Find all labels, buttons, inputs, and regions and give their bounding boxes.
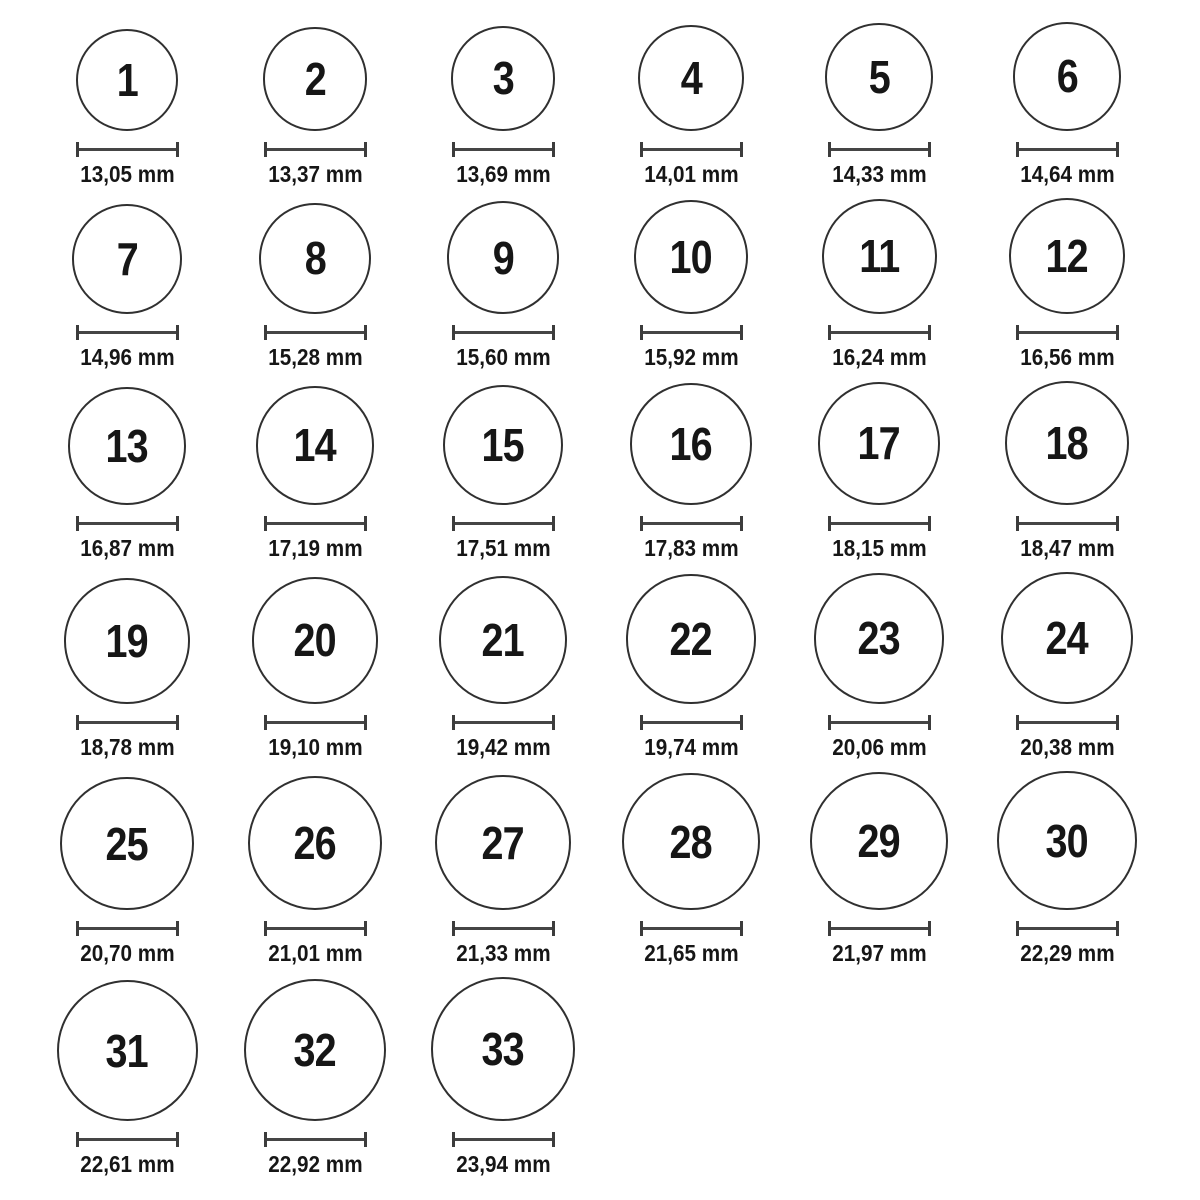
diameter-measure-line (1016, 921, 1119, 936)
diameter-label: 19,10 mm (267, 733, 363, 760)
ring-size-number: 10 (669, 230, 713, 283)
diameter-label: 16,24 mm (831, 343, 927, 370)
diameter-label: 18,78 mm (79, 733, 175, 760)
measure-bar (1019, 721, 1116, 724)
ring-size-cell (785, 772, 973, 967)
measure-tick-right (928, 325, 931, 340)
diameter-label: 13,69 mm (455, 160, 551, 187)
measure-tick-right (364, 142, 367, 157)
diameter-measure-line (640, 921, 743, 936)
measure-tick-right (1116, 142, 1119, 157)
diameter-measure-line (76, 325, 179, 340)
diameter-measure-line (76, 142, 179, 157)
diameter-label: 20,06 mm (831, 733, 927, 760)
measure-bar (79, 522, 176, 525)
measure-bar (643, 148, 740, 151)
diameter-label: 23,94 mm (455, 1151, 551, 1178)
diameter-label: 18,15 mm (831, 534, 927, 561)
diameter-measure-line (264, 1132, 367, 1147)
ring-size-cell (597, 25, 785, 188)
measure-bar (455, 927, 552, 930)
ring-size-number: 12 (1045, 229, 1089, 282)
ring-circle (451, 26, 556, 131)
measure-bar (455, 331, 552, 334)
chart-row (33, 572, 1200, 761)
measure-bar (267, 148, 364, 151)
measure-tick-right (552, 1132, 555, 1147)
ring-size-cell (597, 574, 785, 760)
ring-size-cell (973, 381, 1161, 562)
chart-row (33, 22, 1200, 188)
ring-circle (447, 201, 559, 313)
ring-circle (252, 577, 379, 704)
ring-size-number: 19 (105, 615, 149, 668)
chart-row (33, 771, 1200, 968)
measure-bar (267, 1138, 364, 1141)
diameter-label: 18,47 mm (1019, 534, 1115, 561)
measure-tick-right (176, 325, 179, 340)
ring-size-number: 21 (481, 613, 525, 666)
ring-size-cell (409, 775, 597, 968)
measure-tick-right (364, 1132, 367, 1147)
ring-size-cell (785, 573, 973, 761)
measure-bar (267, 927, 364, 930)
ring-size-cell (221, 577, 409, 761)
diameter-label: 13,37 mm (267, 160, 363, 187)
ring-size-number: 32 (293, 1023, 337, 1076)
ring-size-cell (221, 27, 409, 187)
ring-circle (68, 387, 186, 505)
diameter-measure-line (640, 325, 743, 340)
measure-tick-right (1116, 516, 1119, 531)
ring-size-cell (33, 387, 221, 562)
ring-size-number: 33 (481, 1023, 525, 1076)
measure-bar (831, 721, 928, 724)
ring-circle (72, 204, 182, 314)
measure-tick-right (364, 516, 367, 531)
measure-bar (643, 721, 740, 724)
diameter-label: 21,97 mm (831, 940, 927, 967)
diameter-measure-line (828, 142, 931, 157)
diameter-label: 14,64 mm (1019, 160, 1115, 187)
ring-size-number: 14 (293, 419, 337, 472)
ring-circle (638, 25, 744, 131)
ring-size-cell (33, 29, 221, 188)
diameter-measure-line (452, 1132, 555, 1147)
measure-tick-right (740, 142, 743, 157)
ring-size-cell (785, 382, 973, 562)
ring-size-number: 25 (105, 817, 149, 870)
ring-size-number: 9 (492, 231, 514, 284)
ring-circle (814, 573, 945, 704)
ring-circle (1009, 198, 1125, 314)
measure-tick-right (928, 516, 931, 531)
ring-circle (256, 386, 375, 505)
ring-size-cell (409, 26, 597, 188)
diameter-measure-line (264, 516, 367, 531)
ring-size-cell (221, 203, 409, 371)
ring-size-number: 29 (857, 815, 901, 868)
ring-circle (76, 29, 178, 131)
ring-size-number: 6 (1056, 50, 1078, 103)
ring-size-number: 23 (857, 612, 901, 665)
diameter-label: 14,33 mm (831, 160, 927, 187)
diameter-measure-line (640, 142, 743, 157)
ring-size-cell (221, 386, 409, 562)
chart-row (33, 198, 1200, 371)
ring-size-cell (409, 385, 597, 562)
ring-circle (439, 576, 567, 704)
diameter-label: 19,42 mm (455, 733, 551, 760)
ring-size-cell (973, 198, 1161, 371)
measure-tick-right (364, 325, 367, 340)
measure-tick-right (740, 325, 743, 340)
measure-tick-right (176, 1132, 179, 1147)
measure-tick-right (740, 921, 743, 936)
diameter-label: 15,92 mm (643, 343, 739, 370)
measure-bar (643, 522, 740, 525)
ring-size-cell (33, 578, 221, 760)
ring-circle (248, 776, 383, 911)
diameter-label: 15,28 mm (267, 343, 363, 370)
ring-circle (244, 979, 386, 1121)
measure-bar (831, 522, 928, 525)
measure-bar (643, 927, 740, 930)
ring-size-number: 24 (1045, 611, 1089, 664)
measure-bar (831, 148, 928, 151)
diameter-label: 17,83 mm (643, 534, 739, 561)
diameter-measure-line (76, 921, 179, 936)
diameter-measure-line (828, 715, 931, 730)
ring-circle (435, 775, 571, 911)
diameter-label: 13,05 mm (79, 160, 175, 187)
measure-tick-right (1116, 325, 1119, 340)
ring-size-number: 18 (1045, 416, 1089, 469)
diameter-label: 21,33 mm (455, 940, 551, 967)
diameter-label: 22,29 mm (1019, 940, 1115, 967)
ring-size-number: 26 (293, 817, 337, 870)
measure-tick-right (928, 921, 931, 936)
diameter-label: 16,87 mm (79, 534, 175, 561)
diameter-measure-line (264, 921, 367, 936)
ring-circle (443, 385, 563, 505)
measure-tick-right (1116, 715, 1119, 730)
measure-bar (79, 927, 176, 930)
measure-bar (455, 148, 552, 151)
measure-tick-right (740, 516, 743, 531)
measure-tick-right (552, 715, 555, 730)
ring-size-number: 2 (304, 52, 326, 105)
measure-tick-right (364, 715, 367, 730)
measure-tick-right (364, 921, 367, 936)
measure-bar (831, 331, 928, 334)
measure-tick-right (928, 715, 931, 730)
measure-tick-right (176, 516, 179, 531)
ring-circle (810, 772, 948, 910)
diameter-measure-line (1016, 142, 1119, 157)
ring-size-number: 20 (293, 614, 337, 667)
ring-size-cell (221, 776, 409, 968)
ring-size-number: 15 (481, 418, 525, 471)
diameter-measure-line (640, 516, 743, 531)
diameter-label: 21,01 mm (267, 940, 363, 967)
ring-size-cell (973, 22, 1161, 188)
diameter-measure-line (264, 715, 367, 730)
diameter-measure-line (1016, 516, 1119, 531)
diameter-label: 21,65 mm (643, 940, 739, 967)
ring-circle (64, 578, 189, 703)
diameter-label: 20,38 mm (1019, 733, 1115, 760)
ring-circle (630, 383, 752, 505)
measure-bar (79, 331, 176, 334)
ring-circle (626, 574, 755, 703)
ring-circle (822, 199, 937, 314)
ring-size-number: 5 (868, 50, 890, 103)
measure-bar (455, 1138, 552, 1141)
ring-size-cell (409, 576, 597, 761)
measure-tick-right (552, 325, 555, 340)
ring-size-cell (33, 204, 221, 371)
measure-bar (455, 721, 552, 724)
ring-size-cell (409, 201, 597, 370)
measure-bar (79, 1138, 176, 1141)
diameter-label: 14,01 mm (643, 160, 739, 187)
measure-bar (1019, 522, 1116, 525)
diameter-measure-line (828, 325, 931, 340)
chart-row (33, 977, 1200, 1178)
ring-circle (997, 771, 1137, 911)
measure-tick-right (928, 142, 931, 157)
ring-circle (1013, 22, 1122, 131)
ring-size-number: 16 (669, 418, 713, 471)
chart-row (33, 381, 1200, 562)
ring-size-cell (973, 771, 1161, 968)
measure-tick-right (176, 921, 179, 936)
diameter-measure-line (76, 715, 179, 730)
ring-size-number: 13 (105, 420, 149, 473)
diameter-measure-line (828, 516, 931, 531)
measure-bar (1019, 148, 1116, 151)
ring-size-cell (33, 777, 221, 967)
ring-circle (825, 23, 932, 130)
ring-size-number: 28 (669, 815, 713, 868)
measure-bar (455, 522, 552, 525)
diameter-label: 20,70 mm (79, 940, 175, 967)
diameter-label: 17,51 mm (455, 534, 551, 561)
diameter-measure-line (264, 142, 367, 157)
measure-bar (1019, 331, 1116, 334)
ring-size-number: 31 (105, 1024, 149, 1077)
ring-size-number: 17 (857, 417, 901, 470)
ring-size-number: 4 (680, 51, 702, 104)
ring-circle (1005, 381, 1129, 505)
diameter-measure-line (264, 325, 367, 340)
measure-tick-right (552, 142, 555, 157)
measure-tick-right (1116, 921, 1119, 936)
ring-circle (259, 203, 370, 314)
ring-circle (60, 777, 193, 910)
ring-size-cell (597, 383, 785, 562)
measure-bar (643, 331, 740, 334)
ring-circle (634, 200, 748, 314)
ring-size-number: 30 (1045, 814, 1089, 867)
ring-circle (57, 980, 198, 1121)
ring-size-cell (409, 977, 597, 1178)
ring-size-cell (597, 200, 785, 371)
ring-size-cell (33, 980, 221, 1178)
ring-size-number: 27 (481, 816, 525, 869)
measure-tick-right (552, 516, 555, 531)
measure-tick-right (176, 715, 179, 730)
ring-size-cell (785, 23, 973, 187)
diameter-label: 16,56 mm (1019, 343, 1115, 370)
ring-size-number: 11 (858, 230, 900, 283)
diameter-measure-line (452, 325, 555, 340)
diameter-measure-line (640, 715, 743, 730)
ring-size-cell (973, 572, 1161, 761)
ring-size-number: 7 (116, 232, 138, 285)
measure-tick-right (552, 921, 555, 936)
ring-size-cell (785, 199, 973, 371)
diameter-measure-line (828, 921, 931, 936)
diameter-measure-line (76, 516, 179, 531)
measure-bar (79, 148, 176, 151)
ring-circle (263, 27, 366, 130)
diameter-measure-line (452, 142, 555, 157)
diameter-measure-line (76, 1132, 179, 1147)
ring-size-cell (597, 773, 785, 967)
ring-circle (1001, 572, 1133, 704)
diameter-label: 14,96 mm (79, 343, 175, 370)
diameter-label: 15,60 mm (455, 343, 551, 370)
ring-size-number: 1 (116, 53, 138, 106)
measure-bar (267, 721, 364, 724)
diameter-measure-line (452, 921, 555, 936)
diameter-measure-line (1016, 325, 1119, 340)
ring-size-number: 8 (304, 232, 326, 285)
measure-bar (1019, 927, 1116, 930)
ring-size-cell (221, 979, 409, 1178)
ring-circle (818, 382, 941, 505)
ring-circle (622, 773, 759, 910)
diameter-label: 22,61 mm (79, 1151, 175, 1178)
measure-tick-right (740, 715, 743, 730)
ring-size-number: 3 (492, 52, 514, 105)
diameter-measure-line (452, 715, 555, 730)
ring-circle (431, 977, 575, 1121)
diameter-label: 19,74 mm (643, 733, 739, 760)
measure-bar (79, 721, 176, 724)
diameter-measure-line (452, 516, 555, 531)
diameter-label: 22,92 mm (267, 1151, 363, 1178)
measure-bar (831, 927, 928, 930)
measure-tick-right (176, 142, 179, 157)
measure-bar (267, 522, 364, 525)
measure-bar (267, 331, 364, 334)
diameter-measure-line (1016, 715, 1119, 730)
ring-size-number: 22 (669, 613, 713, 666)
diameter-label: 17,19 mm (267, 534, 363, 561)
